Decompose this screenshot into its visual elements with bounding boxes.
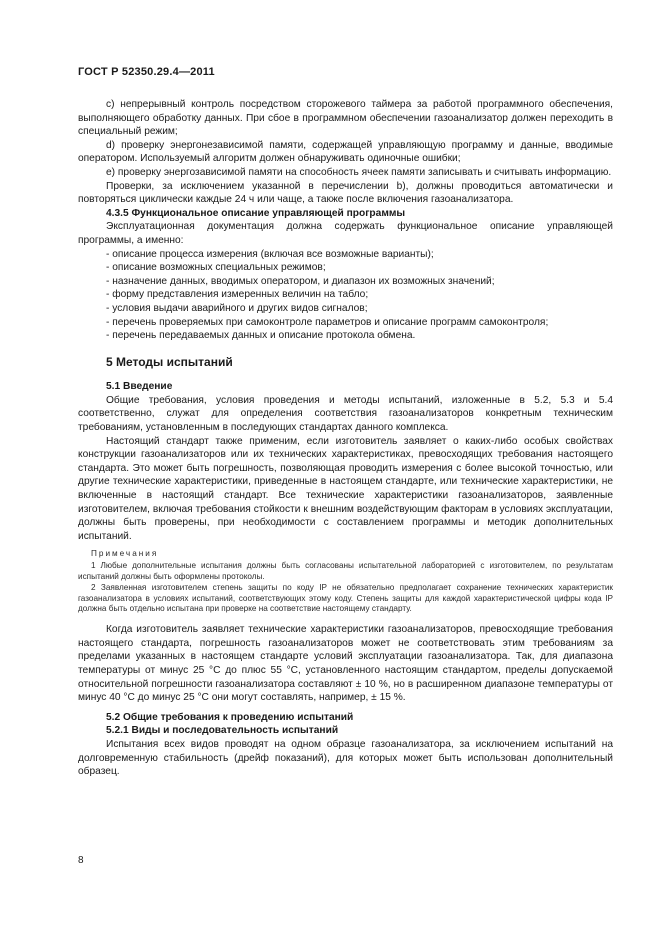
list-item: - назначение данных, вводимых оператором, и диапазон их возможных значений; (106, 275, 495, 287)
note-2: 2 Заявленная изготовителем степень защиты по коду IP не обязательно предполагает сохранение технических характеристик газоанализатора в условиях испытаний, соответствующих этому коду. Степень защиты для каждой характеристической цифры кода IP должна быть отдельно испытана при проверке на соответствие настоящему стандарту. (78, 582, 613, 614)
section-5-title: 5 Методы испытаний (106, 354, 233, 369)
list-item-d: d) проверку энергонезависимой памяти, содержащей управляющую программу и данные, вводимые оператором. Используемый алгоритм должен обнаруживать одиночные ошибки; (78, 139, 613, 165)
section-5-1-paragraph-2: Настоящий стандарт также применим, если изготовитель заявляет о каких-либо особых свойствах конструкции газоанализаторов или их технических характеристиках, превосходящих требования настоящего стандарта. Это может быть погрешность, позволяющая проводить измерения с более высокой точностью, или другие технические характеристики, приведенные в настоящем стандарте, или технические характеристики, не включенные в настоящий стандарт. Все технические характеристики газоанализаторов, заявленные изготовителем, включая требования стойкости к внешним воздействующим факторам в условиях эксплуатации, должны быть проверены, при необходимости с составлением программы и методик дополнительных испытаний. (78, 435, 613, 542)
list-item: - условия выдачи аварийного и других видов сигналов; (106, 302, 368, 314)
document-header: ГОСТ Р 52350.29.4—2011 (78, 66, 215, 78)
section-4-3-5-intro: Эксплуатационная документация должна содержать функциональное описание управляющей программы, а именно: (78, 221, 613, 246)
notes-title: Примечания (91, 549, 159, 559)
list-item-e: е) проверку энергозависимой памяти на способность ячеек памяти записывать и считывать информацию. (106, 166, 612, 178)
list-item: - перечень проверяемых при самоконтроле параметров и описание программ самоконтроля; (106, 316, 549, 328)
paragraph-checks: Проверки, за исключением указанной в перечислении b), должны проводиться автоматически и повторяться циклически каждые 24 ч или чаще, а также после включения газоанализатора. (78, 180, 613, 206)
page-content (78, 98, 613, 779)
list-item: - перечень передаваемых данных и описание протокола обмена. (106, 330, 416, 342)
notes-block (78, 549, 613, 615)
section-5-1-paragraph-3: Когда изготовитель заявляет технические характеристики газоанализаторов, превосходящие требования настоящего стандарта, погрешность газоанализаторов может не соответствовать этим требованиям за пределами указанных в настоящем стандарте условий эксплуатации газоанализатора. Так, для диапазона температуры от минус 25 °С до плюс 55 °С, установленного настоящим стандартом, пределы допускаемой относительной погрешности газоанализатора составляют ± 10 %, но в расширенном диапазоне температуры от минус 40 °С до минус 25 °С они могут составлять, например, ± 15 %. (78, 624, 613, 704)
list-item: - описание процесса измерения (включая все возможные варианты); (106, 248, 434, 260)
note-1: 1 Любые дополнительные испытания должны быть согласованы испытательной лабораторией с изготовителем, по результатам испытаний должны быть оформлены протоколы. (78, 561, 613, 581)
list-item-c: с) непрерывный контроль посредством сторожевого таймера за работой программного обеспечения, выполняющего обработку данных. При сбое в программном обеспечении газоанализатор должен переходить в специальный режим; (78, 99, 613, 138)
section-5-1-title: 5.1 Введение (106, 381, 173, 393)
list-item: - форму представления измеренных величин на табло; (106, 289, 369, 301)
section-5-2-1-title: 5.2.1 Виды и последовательность испытаний (106, 725, 339, 737)
section-5-2-1-paragraph: Испытания всех видов проводят на одном образце газоанализатора, за исключением испытаний на долговременную стабильность (дрейф показаний), для которых может быть использован дополнительный образец. (78, 738, 613, 778)
list-item: - описание возможных специальных режимов; (106, 262, 326, 274)
section-4-3-5-title: 4.3.5 Функциональное описание управляющей программы (106, 207, 406, 219)
section-5-1-paragraph-1: Общие требования, условия проведения и методы испытаний, изложенные в 5.2, 5.3 и 5.4 соответственно, служат для определения соответствия газоанализаторов конкретным техническим требованиям, установленным в последующих стандартах данного комплекса. (78, 394, 613, 434)
program-description-list (78, 248, 613, 343)
section-5-2-title: 5.2 Общие требования к проведению испытаний (106, 711, 354, 723)
page-number: 8 (78, 855, 84, 866)
